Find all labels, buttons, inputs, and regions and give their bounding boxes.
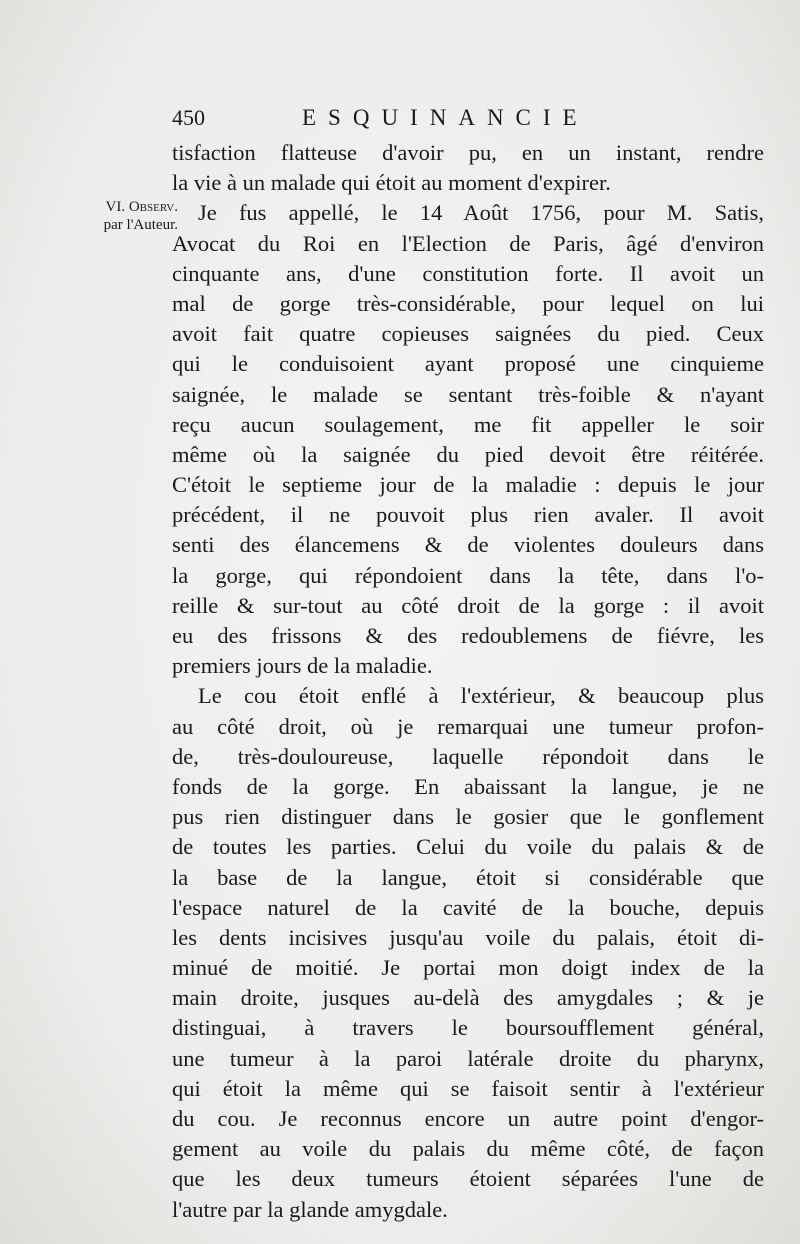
- text-line: mal de gorge très-considérable, pour lequel on lui: [172, 290, 764, 316]
- text-line: Avocat du Roi en l'Election de Paris, âgé d'environ: [172, 230, 764, 256]
- text-line: cinquante ans, d'une constitution forte. Il avoit un: [172, 260, 764, 286]
- text-line: reille & sur-tout au côté droit de la gorge : il avoit: [172, 592, 764, 618]
- page-header: [172, 105, 772, 135]
- text-line: saignée, le malade se sentant très-foible & n'ayant: [172, 381, 764, 407]
- text-line: fonds de la gorge. En abaissant la langue, je ne: [172, 773, 764, 799]
- page-number: 450: [172, 105, 205, 130]
- text-line: Je fus appellé, le 14 Août 1756, pour M. Satis,: [198, 200, 764, 226]
- text-line: tisfaction flatteuse d'avoir pu, en un instant, rendre: [172, 140, 764, 165]
- text-line: avoit fait quatre copieuses saignées du pied. Ceux: [172, 321, 764, 347]
- text-line: qui le conduisoient ayant proposé une cinquieme: [172, 351, 764, 377]
- text-line: Le cou étoit enflé à l'extérieur, & beaucoup plus: [198, 683, 764, 709]
- text-line: du cou. Je reconnus encore un autre point d'engor-: [172, 1106, 764, 1131]
- text-line: une tumeur à la paroi latérale droite du pharynx,: [172, 1045, 764, 1071]
- text-line: de, très-douloureuse, laquelle répondoit dans le: [172, 743, 764, 769]
- text-line: senti des élancemens & de violentes douleurs dans: [172, 532, 764, 558]
- text-line: gement au voile du palais du même côté, de façon: [172, 1136, 764, 1162]
- text-line: l'espace naturel de la cavité de la bouche, depuis: [172, 894, 764, 920]
- text-line: au côté droit, où je remarquai une tumeur profon-: [172, 713, 764, 739]
- text-line: précédent, il ne pouvoit plus rien avaler. Il avoit: [172, 502, 764, 528]
- text-line: l'autre par la glande amygdale.: [172, 1196, 448, 1222]
- text-line: la vie à un malade qui étoit au moment d'expirer.: [172, 170, 611, 196]
- margin-note: [38, 198, 178, 234]
- text-line: eu des frissons & des redoublemens de fiévre, les: [172, 623, 764, 648]
- text-line: reçu aucun soulagement, me fit appeller le soir: [172, 411, 764, 437]
- text-line: premiers jours de la maladie.: [172, 653, 433, 679]
- text-line: même où la saignée du pied devoit être réitérée.: [172, 441, 764, 467]
- text-line: la base de la langue, étoit si considérable que: [172, 864, 764, 890]
- text-line: C'étoit le septieme jour de la maladie : depuis le jour: [172, 472, 764, 498]
- text-line: les dents incisives jusqu'au voile du palais, étoit di-: [172, 924, 764, 950]
- text-line: distinguai, à travers le boursoufflement général,: [172, 1015, 764, 1041]
- text-line: minué de moitié. Je portai mon doigt index de la: [172, 955, 764, 981]
- text-line: main droite, jusques au-delà des amygdales ; & je: [172, 985, 764, 1011]
- running-title: ESQUINANCIE: [302, 105, 589, 130]
- text-line: de toutes les parties. Celui du voile du palais & de: [172, 834, 764, 860]
- text-line: qui étoit la même qui se faisoit sentir à l'extérieur: [172, 1075, 764, 1101]
- margin-note-line: par l'Auteur.: [103, 217, 178, 233]
- body-text: [172, 138, 764, 1225]
- text-line: pus rien distinguer dans le gosier que le gonflement: [172, 804, 764, 830]
- text-line: que les deux tumeurs étoient séparées l'une de: [172, 1166, 764, 1192]
- margin-note-line: VI. Observ.: [105, 199, 178, 215]
- text-line: la gorge, qui répondoient dans la tête, dans l'o-: [172, 562, 764, 588]
